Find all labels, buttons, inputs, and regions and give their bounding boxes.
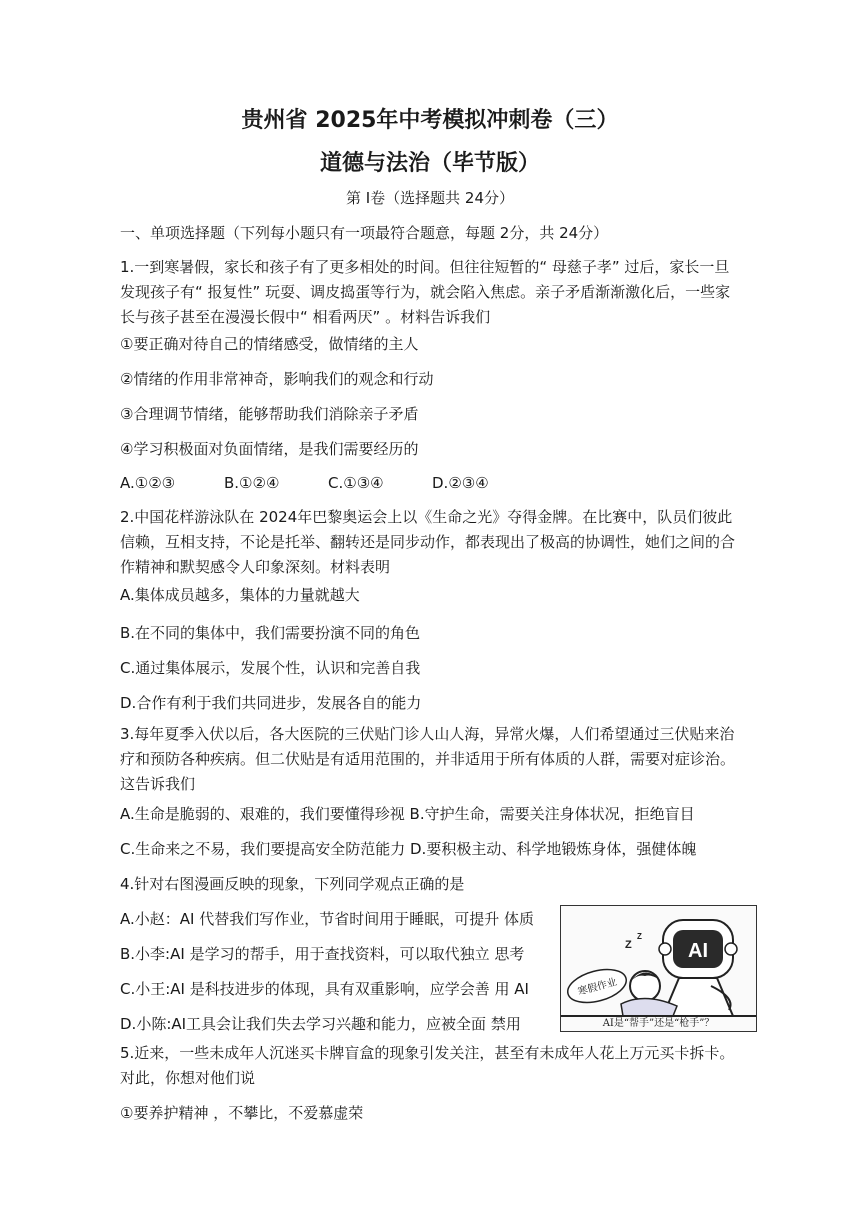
exam-title: 贵州省 2025年中考模拟冲刺卷（三） <box>241 108 619 133</box>
question-5-item-1: ①要养护精神 ，不攀比，不爱慕虚荣 <box>120 1104 364 1122</box>
question-1-item-1: ①要正确对待自己的情绪感受，做情绪的主人 <box>120 335 419 353</box>
question-3-options-ab: A.生命是脆弱的、艰难的，我们要懂得珍视 B.守护生命，需要关注身体状况，拒绝盲目 <box>120 805 695 823</box>
question-3-options-cd: C.生命来之不易，我们要提高安全防范能力 D.要积极主动、科学地锻炼身体，强健体魄 <box>120 840 697 858</box>
question-4-option-a: A.小赵：AI 代替我们写作业，节省时间用于睡眠，可提升 体质 <box>120 910 534 928</box>
robot-ear-right <box>725 943 737 955</box>
ai-cartoon-drawing <box>561 906 756 1031</box>
question-1-option-b: B.①②④ <box>224 474 280 492</box>
cartoon-caption: AI是“帮手”还是“枪手”？ <box>602 1018 715 1029</box>
question-1-option-a: A.①②③ <box>120 474 176 492</box>
question-1-option-d: D.②③④ <box>432 474 489 492</box>
question-2-option-b: B.在不同的集体中，我们需要扮演不同的角色 <box>120 624 421 642</box>
question-1-item-4: ④学习积极面对负面情绪，是我们需要经历的 <box>120 440 419 458</box>
question-3-stem: 3.每年夏季入伏以后，各大医院的三伏贴门诊人山人海，异常火爆，人们希望通过三伏贴来治疗和预防各种疾病。但二伏贴是有适用范围的，并非适用于所有体质的人群，需要对症诊治。这告诉我们 <box>120 725 736 793</box>
homework-book-label: 寒假作业 <box>576 976 619 998</box>
ai-cartoon <box>560 905 757 1032</box>
question-4-option-b: B.小李:AI 是学习的帮手，用于查找资料，可以取代独立 思考 <box>120 945 525 963</box>
question-4-stem: 4.针对右图漫画反映的现象，下列同学观点正确的是 <box>120 875 465 893</box>
question-2-option-d: D.合作有利于我们共同进步，发展各自的能力 <box>120 694 422 712</box>
robot-label: AI <box>688 940 708 962</box>
question-1-option-c: C.①③④ <box>328 474 384 492</box>
section-heading: 一、单项选择题（下列每小题只有一项最符合题意，每题 2分，共 24分） <box>120 224 609 242</box>
sleep-mark: Z <box>625 939 632 951</box>
question-2-stem: 2.中国花样游泳队在 2024年巴黎奥运会上以《生命之光》夺得金牌。在比赛中，队员们彼此信赖，互相支持，不论是托举、翻转还是同步动作，都表现出了极高的协调性，她们之间的合作精神和默契感令人印象深刻。材料表明 <box>120 508 736 576</box>
question-4-option-d: D.小陈:AI工具会让我们失去学习兴趣和能力，应被全面 禁用 <box>120 1015 521 1033</box>
volume-heading: 第 I卷（选择题共 24分） <box>345 189 515 207</box>
robot-ear-left <box>659 943 671 955</box>
question-2-option-c: C.通过集体展示，发展个性，认识和完善自我 <box>120 659 421 677</box>
exam-subtitle: 道德与法治（毕节版） <box>319 151 540 176</box>
question-1-item-2: ②情绪的作用非常神奇，影响我们的观念和行动 <box>120 370 434 388</box>
question-1-options <box>120 474 489 492</box>
question-1-item-3: ③合理调节情绪，能够帮助我们消除亲子矛盾 <box>120 405 419 423</box>
sleep-mark: Z <box>637 932 642 941</box>
question-4-option-c: C.小王:AI 是科技进步的体现，具有双重影响，应学会善 用 AI <box>120 980 529 998</box>
question-1-stem: 1.一到寒暑假，家长和孩子有了更多相处的时间。但往往短暂的“ 母慈子孝” 过后，家长一旦 发现孩子有“ 报复性” 玩耍、调皮捣蛋等行为，就会陷入焦虑。亲子矛盾渐渐激化后，一些家 长与孩子甚至在漫漫长假中“ 相看两厌” 。材料告诉我们 <box>120 258 731 326</box>
question-2-option-a: A.集体成员越多，集体的力量就越大 <box>120 586 360 604</box>
question-5-stem: 5.近来，一些未成年人沉迷买卡牌盲盒的现象引发关注，甚至有未成年人花上万元买卡拆卡。对此，你想对他们说 <box>120 1044 735 1087</box>
